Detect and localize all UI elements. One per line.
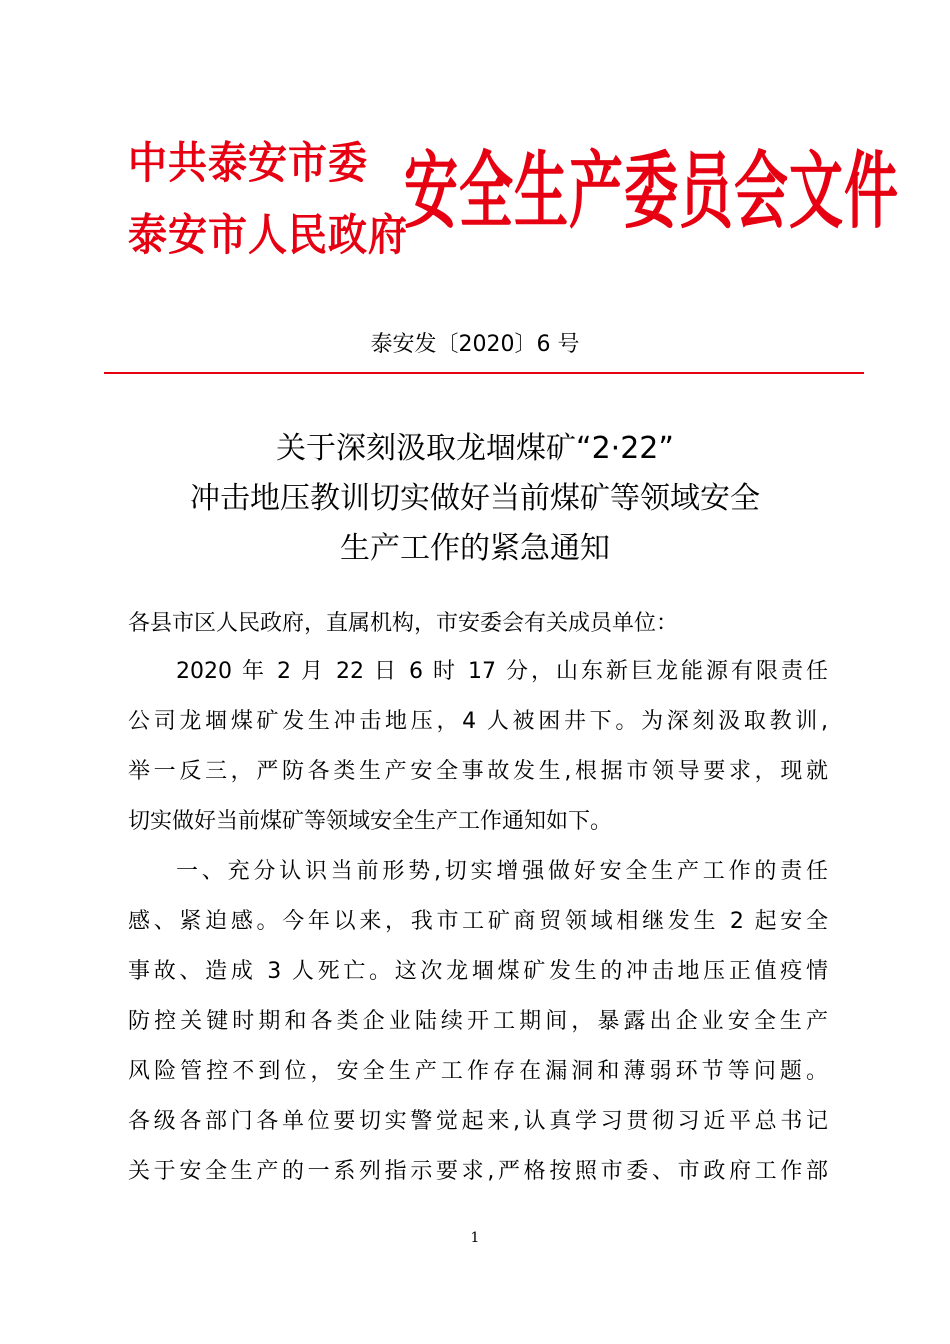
title-line-3: 生产工作的紧急通知 [340, 531, 610, 566]
salutation: 各县市区人民政府，直属机构，市安委会有关成员单位： [128, 611, 679, 636]
paragraph-2-line: 风险管控不到位，安全生产工作存在漏洞和薄弱环节等问题。 [128, 1059, 828, 1084]
paragraph-1-line: 切实做好当前煤矿等领域安全生产工作通知如下。 [128, 809, 613, 834]
issuer-party-committee: 中共泰安市委 [128, 138, 369, 190]
page-number: 1 [470, 1230, 480, 1246]
notice-title [100, 424, 850, 574]
paragraph-2-line: 各级各部门各单位要切实警觉起来,认真学习贯彻习近平总书记 [128, 1109, 828, 1134]
paragraph-2-line: 防控关键时期和各类企业陆续开工期间，暴露出企业安全生产 [128, 1009, 828, 1034]
paragraph-2-line: 关于安全生产的一系列指示要求,严格按照市委、市政府工作部 [128, 1159, 828, 1184]
paragraph-2-line: 事故、造成 3 人死亡。这次龙堌煤矿发生的冲击地压正值疫情 [128, 959, 828, 984]
red-separator-line [104, 372, 864, 374]
paragraph-2-line: 感、紧迫感。今年以来，我市工矿商贸领域相继发生 2 起安全 [128, 909, 828, 934]
document-kind-title: 安全生产委员会文件 [404, 142, 899, 240]
title-line-2: 冲击地压教训切实做好当前煤矿等领域安全 [190, 481, 760, 516]
paragraph-2-line: 一、充分认识当前形势,切实增强做好安全生产工作的责任 [176, 859, 828, 884]
paragraph-1-line: 举一反三，严防各类生产安全事故发生,根据市领导要求，现就 [128, 759, 828, 784]
title-line-1: 关于深刻汲取龙堌煤矿“2·22” [276, 431, 674, 466]
paragraph-1-line: 2020 年 2 月 22 日 6 时 17 分，山东新巨龙能源有限责任 [176, 659, 828, 684]
document-number: 泰安发〔2020〕6 号 [370, 332, 580, 357]
issuer-city-government: 泰安市人民政府 [128, 210, 409, 262]
paragraph-1-line: 公司龙堌煤矿发生冲击地压，4 人被困井下。为深刻汲取教训, [128, 709, 828, 734]
